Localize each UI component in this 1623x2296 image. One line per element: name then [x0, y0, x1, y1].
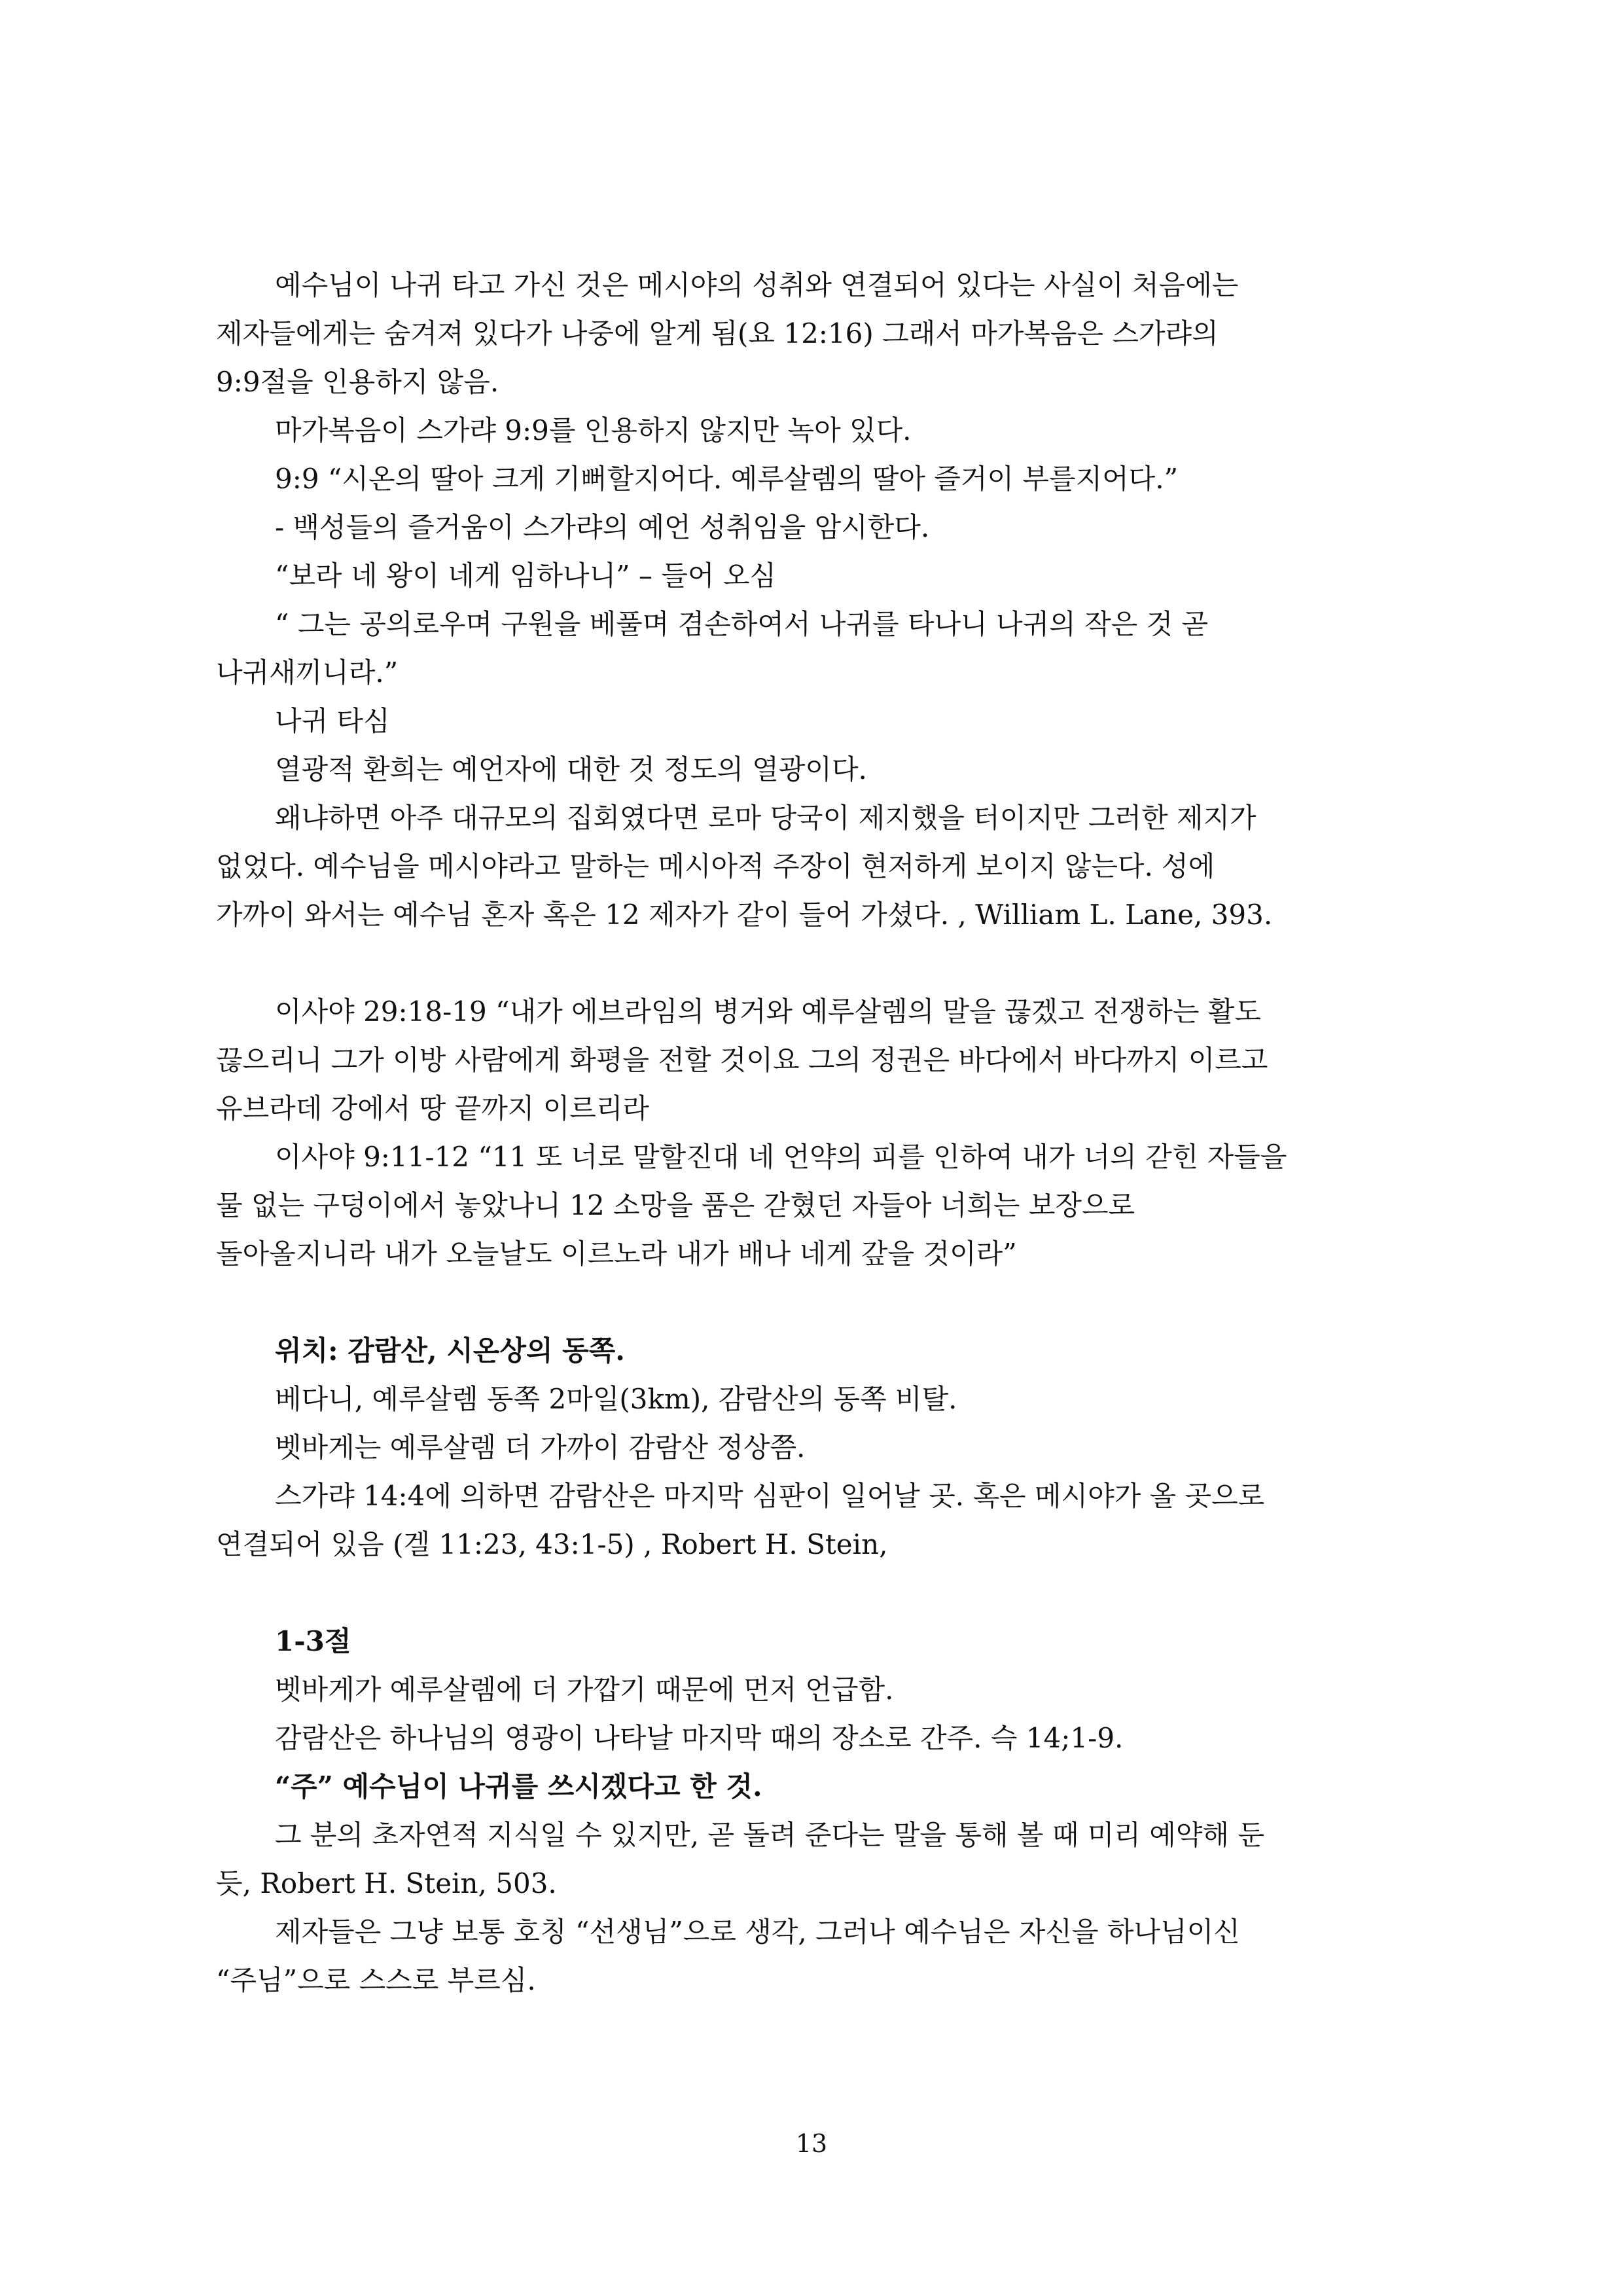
- text-line: 물 없는 구덩이에서 놓았나니 12 소망을 품은 갇혔던 자들아 너희는 보장으로: [216, 1189, 1135, 1221]
- text-line: 제자들에게는 숨겨져 있다가 나중에 알게 됨(요 12:16) 그래서 마가복음은 스가랴의: [216, 317, 1219, 350]
- text-line: 가까이 와서는 예수님 혼자 혹은 12 제자가 같이 들어 가셨다. , William L. Lane, 393.: [216, 899, 1273, 931]
- text-line: 벳바게가 예루살렘에 더 가깝기 때문에 먼저 언급함.: [275, 1674, 894, 1706]
- text-line: 나귀 타심: [275, 705, 390, 737]
- text-line: 듯, Robert H. Stein, 503.: [216, 1867, 557, 1899]
- text-line: 연결되어 있음 (겔 11:23, 43:1-5) , Robert H. Stein,: [216, 1528, 888, 1560]
- text-line: 제자들은 그냥 보통 호칭 “선생님”으로 생각, 그러나 예수님은 자신을 하나님이신: [275, 1916, 1240, 1948]
- text-line: 왜냐하면 아주 대규모의 집회였다면 로마 당국이 제지했을 터이지만 그러한 제지가: [275, 802, 1257, 834]
- text-line: 이사야 9:11-12 “11 또 너로 말할진대 네 언약의 피를 인하여 내가 너의 갇힌 자들을: [275, 1141, 1287, 1173]
- text-line: “주님”으로 스스로 부르심.: [216, 1964, 536, 1996]
- section-heading: 1-3절: [275, 1625, 351, 1657]
- text-line: 그 분의 초자연적 지식일 수 있지만, 곧 돌려 준다는 말을 통해 볼 때 미리 예약해 둔: [275, 1819, 1264, 1851]
- text-line: 없었다. 예수님을 메시야라고 말하는 메시아적 주장이 현저하게 보이지 않는다. 성에: [216, 850, 1215, 882]
- text-line: 열광적 환희는 예언자에 대한 것 정도의 열광이다.: [275, 753, 867, 785]
- text-line: 마가복음이 스가랴 9:9를 인용하지 않지만 녹아 있다.: [275, 414, 912, 446]
- text-line: 스가랴 14:4에 의하면 감람산은 마지막 심판이 일어날 곳. 혹은 메시야가 올 곳으로: [275, 1480, 1265, 1512]
- text-line: 이사야 29:18-19 “내가 에브라임의 병거와 예루살렘의 말을 끊겠고 전쟁하는 활도: [275, 996, 1261, 1028]
- section-heading: “주” 예수님이 나귀를 쓰시겠다고 한 것.: [275, 1770, 762, 1803]
- text-line: 감람산은 하나님의 영광이 나타날 마지막 때의 장소로 간주. 슥 14;1-9.: [275, 1722, 1124, 1754]
- text-line: 끊으리니 그가 이방 사람에게 화평을 전할 것이요 그의 정권은 바다에서 바다까지 이르고: [216, 1044, 1268, 1076]
- text-line: 9:9절을 인용하지 않음.: [216, 366, 499, 398]
- text-line: 유브라데 강에서 땅 끝까지 이르리라: [216, 1092, 649, 1124]
- text-line: 베다니, 예루살렘 동쪽 2마일(3km), 감람산의 동쪽 비탈.: [275, 1383, 957, 1415]
- text-line: - 백성들의 즐거움이 스가랴의 예언 성취임을 암시한다.: [275, 511, 930, 543]
- text-line: 돌아올지니라 내가 오늘날도 이르노라 내가 배나 네게 갚을 것이라”: [216, 1238, 1017, 1270]
- text-line: 예수님이 나귀 타고 가신 것은 메시야의 성취와 연결되어 있다는 사실이 처음에는: [275, 269, 1239, 301]
- section-heading: 위치: 감람산, 시온상의 동쪽.: [275, 1335, 625, 1367]
- text-line: “보라 네 왕이 네게 임하나니” – 들어 오심: [275, 560, 776, 592]
- text-line: 나귀새끼니라.”: [216, 656, 399, 689]
- text-line: “ 그는 공의로우며 구원을 베풀며 겸손하여서 나귀를 타나니 나귀의 작은 것 곧: [275, 608, 1209, 640]
- page-number: 13: [795, 2129, 828, 2158]
- text-line: 9:9 “시온의 딸아 크게 기뻐할지어다. 예루살렘의 딸아 즐거이 부를지어다.”: [275, 463, 1179, 495]
- text-line: 벳바게는 예루살렘 더 가까이 감람산 정상쯤.: [275, 1431, 806, 1463]
